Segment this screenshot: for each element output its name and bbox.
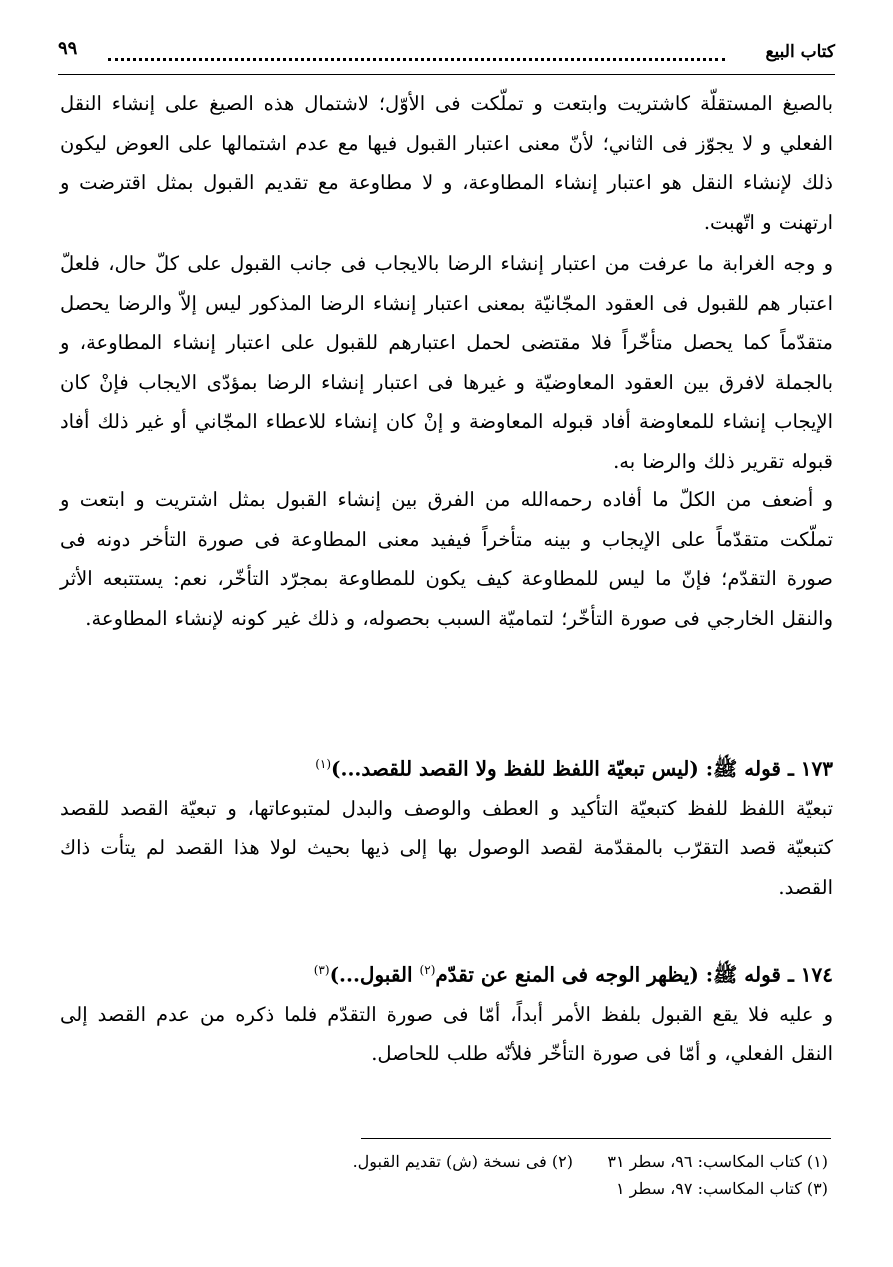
footnote-ref: (٢): [419, 963, 436, 977]
paragraph-text: و وجه الغرابة ما عرفت من اعتبار إنشاء الرضا بالايجاب فى جانب القبول على كلّ حال، فلعلّ اعتبار هم للقبول فى العقود المجّانيّة بمعنى اعتبار إنشاء الرضا المذكور ليس إلاّ والرضا يحصل متقدّماً كما يحصل متأخّراً فلا مقتضى لحمل اعتبارهم للقبول على اعتبار إنشاء المطاوعة، و بالجملة لافرق بين العقود المعاوضيّة و غيرها فى اعتبار إنشاء الرضا بمؤدّى الايجاب فإنْ كان الإيجاب إنشاء للمعاوضة أفاد قبوله المعاوضة و إنْ كان إنشاء للاعطاء المجّاني أو غير ذلك أفاد قبوله تقرير ذلك والرضا به.: [60, 252, 833, 473]
footnote-3: (٣) كتاب المكاسب: ٩٧، سطر ١: [616, 1179, 828, 1198]
footnote-separator: [361, 1138, 831, 1139]
section-quote: (ليس تبعيّة اللفظ للفظ ولا القصد للقصد...): [331, 756, 699, 781]
section-number: ١٧٣ ـ قوله ﷺ:: [698, 756, 833, 781]
footnote-2: (٢) فى نسخة (ش) تقديم القبول.: [352, 1152, 573, 1171]
page-header: [58, 34, 835, 75]
section-body: تبعيّة اللفظ للفظ كتبعيّة التأكيد و العطف والوصف والبدل لمتبوعاتها، و تبعيّة القصد للقصد كتبعيّة قصد التقرّب بالمقدّمة لقصد الوصول بها إلى ذيها بحيث لولا هذا القصد لم يتأت ذاك القصد.: [60, 796, 833, 899]
footnote-ref: (١): [315, 757, 332, 771]
paragraph-gharaba: [60, 244, 833, 481]
section-173: [60, 744, 833, 907]
section-quote: القبول...): [329, 962, 420, 987]
footnotes: [60, 1148, 828, 1202]
footnote-ref: (٣): [313, 963, 330, 977]
section-number: ١٧٤ ـ قوله ﷺ:: [698, 962, 833, 987]
paragraph-continuation: [60, 84, 833, 242]
section-174: [60, 950, 833, 1074]
section-body: و عليه فلا يقع القبول بلفظ الأمر أبداً، أمّا فى صورة التقدّم فلما ذكره من عدم القصد إلى النقل الفعلي، و أمّا فى صورة التأخّر فلأنّه طلب للحاصل.: [60, 1002, 833, 1066]
page-number: ٩٩: [58, 38, 78, 59]
running-title: كتاب البيع: [765, 42, 835, 62]
footnote-row: [60, 1175, 828, 1202]
header-dot-leader: [108, 48, 725, 61]
paragraph-text: بالصيغ المستقلّة كاشتريت وابتعت و تملّكت فى الأوّل؛ لاشتمال هذه الصيغ على إنشاء النقل الفعلي و لا يجوّز فى الثاني؛ لأنّ معنى اعتبار القبول فيها مع عدم اشتمالها على العوض ليكون ذلك لإنشاء النقل هو اعتبار إنشاء المطاوعة، و لا مطاوعة مع تقديم القبول بمثل اقترضت و ارتهنت و اتّهبت.: [60, 92, 833, 234]
footnote-1: (١) كتاب المكاسب: ٩٦، سطر ٣١: [607, 1152, 828, 1171]
section-heading: [60, 950, 833, 995]
paragraph-text: و أضعف من الكلّ ما أفاده رحمه‌الله من الفرق بين إنشاء القبول بمثل اشتريت و ابتعت و تملّكت متقدّماً على الإيجاب و بينه متأخراً فيفيد معنى المطاوعة فى صورة التأخر دونه فى صورة التقدّم؛ فإنّ ما ليس للمطاوعة كيف يكون للمطاوعة بمجرّد التأخّر، نعم: يستتبعه الأثر والنقل الخارجي فى صورة التأخّر؛ لتماميّة السبب بحصوله، و ذلك غير كونه لإنشاء المطاوعة.: [60, 488, 833, 630]
paragraph-adaaf: [60, 480, 833, 638]
section-heading: [60, 744, 833, 789]
section-quote: (يظهر الوجه فى المنع عن تقدّم: [435, 962, 699, 987]
footnote-row: [60, 1148, 828, 1175]
